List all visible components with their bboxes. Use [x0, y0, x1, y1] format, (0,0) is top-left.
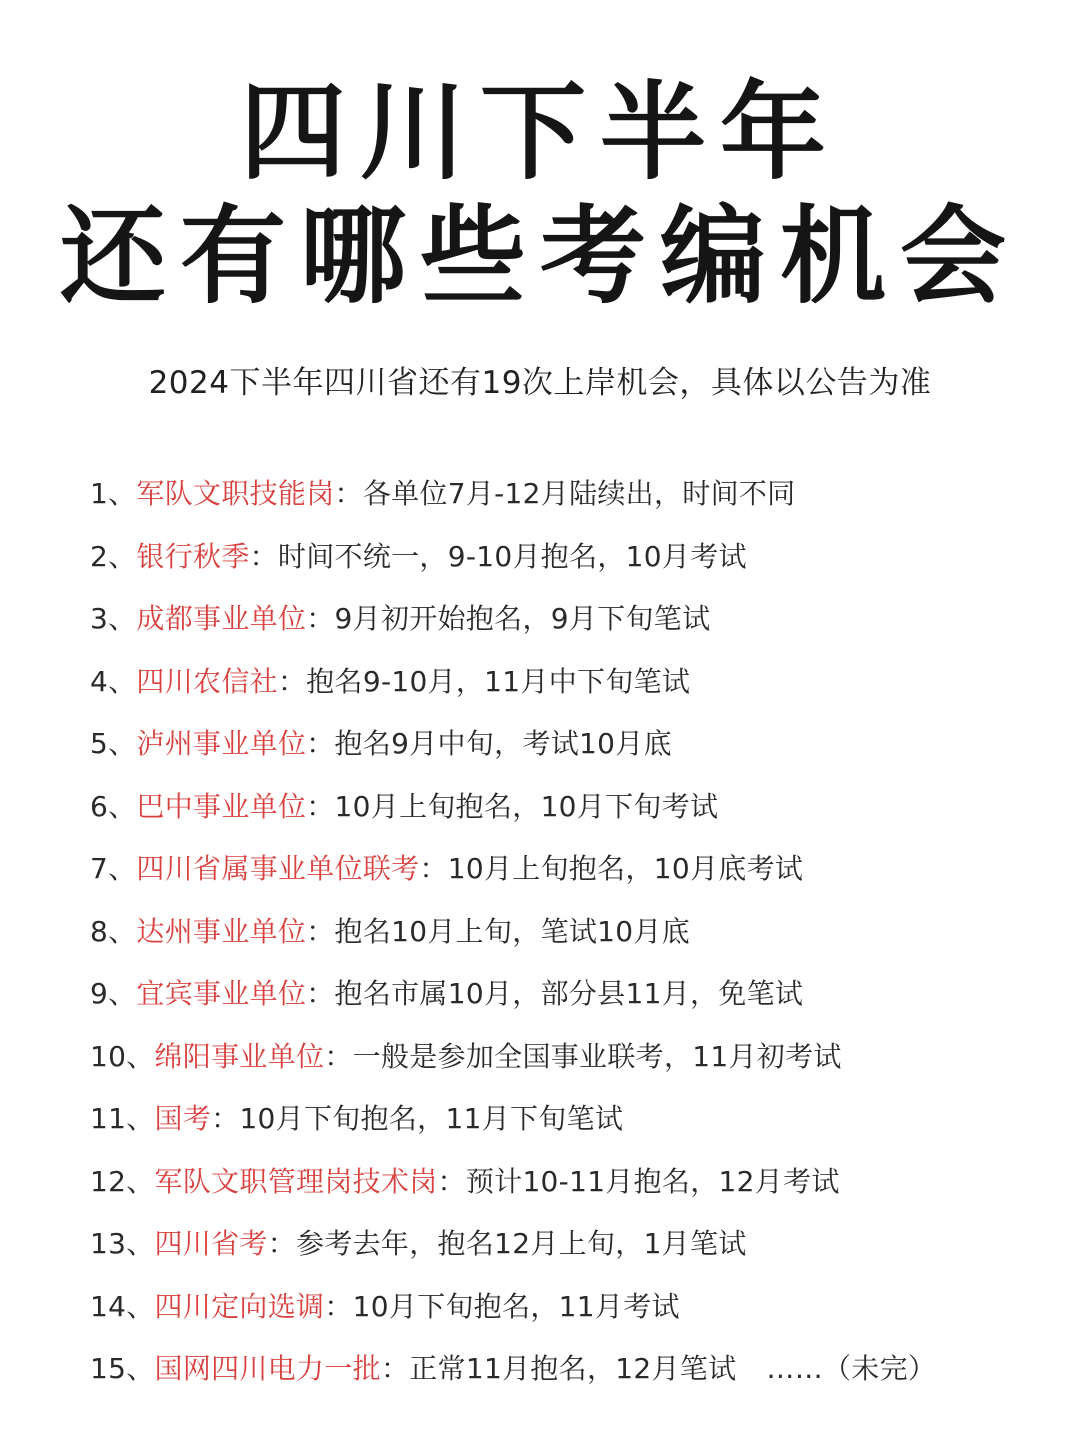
item-number: 12、 — [90, 1164, 155, 1198]
item-number: 15、 — [90, 1352, 155, 1385]
list-item — [90, 1096, 1050, 1159]
item-detail: ：抱名9-10月，11月中下旬笔试 — [277, 664, 691, 698]
item-detail: ：正常11月抱名，12月笔试 — [380, 1352, 737, 1385]
list-item — [90, 659, 1050, 722]
item-name: 四川省考 — [154, 1227, 268, 1260]
item-name: 达州事业单位 — [136, 914, 307, 948]
list-item — [90, 1034, 1050, 1097]
item-name: 四川省属事业单位联考 — [136, 852, 420, 885]
item-detail: ：10月下旬抱名，11月下旬笔试 — [211, 1102, 624, 1135]
item-number: 10、 — [90, 1039, 155, 1073]
list-item — [90, 1346, 1050, 1409]
list-item — [90, 971, 1050, 1034]
item-name: 国考 — [154, 1102, 212, 1135]
item-name: 成都事业单位 — [136, 602, 307, 635]
item-name: 军队文职技能岗 — [136, 477, 335, 510]
item-detail: ：抱名10月上旬，笔试10月底 — [306, 914, 690, 948]
item-name: 宜宾事业单位 — [136, 977, 307, 1010]
item-detail: ：抱名9月中旬，考试10月底 — [306, 727, 672, 760]
item-name: 四川农信社 — [136, 664, 278, 698]
list-item — [90, 1284, 1050, 1347]
item-detail: ：参考去年，抱名12月上旬，1月笔试 — [267, 1227, 747, 1260]
list-item — [90, 846, 1050, 909]
item-name: 银行秋季 — [136, 539, 250, 573]
subtitle: 2024下半年四川省还有19次上岸机会，具体以公告为准 — [148, 365, 932, 401]
item-name: 泸州事业单位 — [136, 727, 307, 760]
item-number: 8、 — [90, 914, 137, 948]
page-title-line-2: 还有哪些考编机会 — [60, 193, 1020, 318]
opportunity-list — [90, 471, 1050, 1409]
item-number: 7、 — [90, 852, 137, 885]
page-title-line-1: 四川下半年 — [240, 69, 840, 194]
item-number: 11、 — [90, 1102, 155, 1135]
item-name: 军队文职管理岗技术岗 — [154, 1164, 438, 1198]
list-item — [90, 596, 1050, 659]
item-detail: ：10月上旬抱名，10月下旬考试 — [306, 789, 719, 823]
list-item — [90, 909, 1050, 972]
item-detail: ：10月下旬抱名，11月考试 — [324, 1289, 680, 1323]
item-number: 2、 — [90, 539, 137, 573]
item-detail: ：预计10-11月抱名，12月考试 — [437, 1164, 840, 1198]
item-detail: ：时间不统一，9-10月抱名，10月考试 — [249, 539, 747, 573]
item-detail: ：各单位7月-12月陆续出，时间不同 — [334, 477, 796, 510]
item-detail: ：9月初开始抱名，9月下旬笔试 — [306, 602, 711, 635]
item-detail: ：一般是参加全国事业联考，11月初考试 — [324, 1039, 842, 1073]
list-item — [90, 721, 1050, 784]
list-item — [90, 784, 1050, 847]
list-item — [90, 1159, 1050, 1222]
item-number: 1、 — [90, 477, 137, 510]
item-number: 6、 — [90, 789, 137, 823]
item-unfinished-note: ……（未完） — [766, 1352, 937, 1385]
item-name: 四川定向选调 — [154, 1289, 325, 1323]
item-name: 国网四川电力一批 — [154, 1352, 381, 1385]
item-name: 绵阳事业单位 — [154, 1039, 325, 1073]
item-detail: ：10月上旬抱名，10月底考试 — [419, 852, 804, 885]
list-item — [90, 1221, 1050, 1284]
item-number: 4、 — [90, 664, 137, 698]
item-name: 巴中事业单位 — [136, 789, 307, 823]
item-detail: ：抱名市属10月，部分县11月，免笔试 — [306, 977, 804, 1010]
item-number: 13、 — [90, 1227, 155, 1260]
item-number: 14、 — [90, 1289, 155, 1323]
list-item — [90, 534, 1050, 597]
item-number: 9、 — [90, 977, 137, 1010]
item-number: 5、 — [90, 727, 137, 760]
item-number: 3、 — [90, 602, 137, 635]
list-item — [90, 471, 1050, 534]
